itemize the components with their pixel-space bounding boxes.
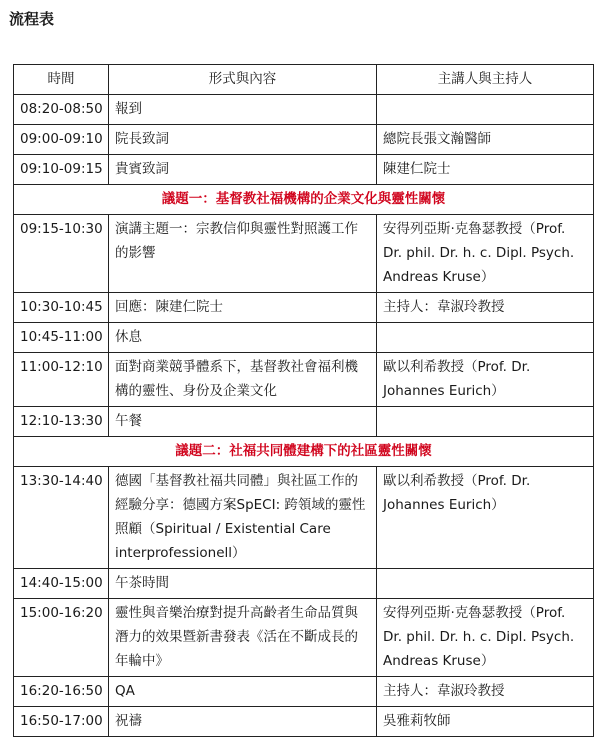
content-cell: 報到 (109, 95, 377, 125)
page-title: 流程表 (9, 10, 55, 28)
speaker-cell (377, 95, 594, 125)
table-row (14, 599, 594, 677)
time-cell: 16:20-16:50 (14, 677, 109, 707)
table-row (14, 407, 594, 437)
schedule-body (14, 95, 594, 737)
table-row (14, 353, 594, 407)
table-row (14, 569, 594, 599)
content-cell: 院長致詞 (109, 125, 377, 155)
table-row (14, 707, 594, 737)
speaker-cell: 安得列亞斯·克魯瑟教授（Prof. Dr. phil. Dr. h. c. Dipl. Psych. Andreas Kruse） (377, 599, 594, 677)
table-row (14, 323, 594, 353)
time-cell: 16:50-17:00 (14, 707, 109, 737)
column-header-content: 形式與內容 (109, 65, 377, 95)
content-cell: 午茶時間 (109, 569, 377, 599)
section-title: 議題二：社福共同體建構下的社區靈性關懷 (14, 437, 594, 467)
content-cell: 面對商業競爭體系下，基督教社會福利機構的靈性、身份及企業文化 (109, 353, 377, 407)
table-row (14, 467, 594, 569)
time-cell: 14:40-15:00 (14, 569, 109, 599)
time-cell: 11:00-12:10 (14, 353, 109, 407)
content-cell: QA (109, 677, 377, 707)
content-cell: 貴賓致詞 (109, 155, 377, 185)
speaker-cell: 主持人：韋淑玲教授 (377, 677, 594, 707)
section-title: 議題一：基督教社福機構的企業文化與靈性關懷 (14, 185, 594, 215)
time-cell: 13:30-14:40 (14, 467, 109, 569)
column-header-time: 時間 (14, 65, 109, 95)
time-cell: 09:00-09:10 (14, 125, 109, 155)
speaker-cell: 總院長張文瀚醫師 (377, 125, 594, 155)
content-cell: 休息 (109, 323, 377, 353)
speaker-cell: 歐以利希教授（Prof. Dr. Johannes Eurich） (377, 467, 594, 569)
column-header-speaker: 主講人與主持人 (377, 65, 594, 95)
content-cell: 靈性與音樂治療對提升高齡者生命品質與潛力的效果暨新書發表《活在不斷成長的年輪中》 (109, 599, 377, 677)
time-cell: 15:00-16:20 (14, 599, 109, 677)
speaker-cell (377, 323, 594, 353)
time-cell: 08:20-08:50 (14, 95, 109, 125)
time-cell: 10:45-11:00 (14, 323, 109, 353)
table-header-row (14, 65, 594, 95)
speaker-cell: 歐以利希教授（Prof. Dr. Johannes Eurich） (377, 353, 594, 407)
speaker-cell: 安得列亞斯·克魯瑟教授（Prof. Dr. phil. Dr. h. c. Dipl. Psych. Andreas Kruse） (377, 215, 594, 293)
content-cell: 回應：陳建仁院士 (109, 293, 377, 323)
table-row (14, 95, 594, 125)
section-row (14, 185, 594, 215)
time-cell: 12:10-13:30 (14, 407, 109, 437)
speaker-cell: 吳雅莉牧師 (377, 707, 594, 737)
speaker-cell (377, 407, 594, 437)
speaker-cell: 陳建仁院士 (377, 155, 594, 185)
content-cell: 演講主題一：宗教信仰與靈性對照護工作的影響 (109, 215, 377, 293)
content-cell: 午餐 (109, 407, 377, 437)
table-row (14, 155, 594, 185)
content-cell: 德國「基督教社福共同體」與社區工作的經驗分享：德國方案SpECI: 跨領域的靈性照顧（Spiritual / Existential Care interprofessionell） (109, 467, 377, 569)
table-row (14, 125, 594, 155)
time-cell: 09:15-10:30 (14, 215, 109, 293)
speaker-cell (377, 569, 594, 599)
table-row (14, 293, 594, 323)
time-cell: 10:30-10:45 (14, 293, 109, 323)
time-cell: 09:10-09:15 (14, 155, 109, 185)
schedule-table (13, 64, 594, 737)
content-cell: 祝禱 (109, 707, 377, 737)
section-row (14, 437, 594, 467)
speaker-cell: 主持人：韋淑玲教授 (377, 293, 594, 323)
table-row (14, 215, 594, 293)
table-row (14, 677, 594, 707)
